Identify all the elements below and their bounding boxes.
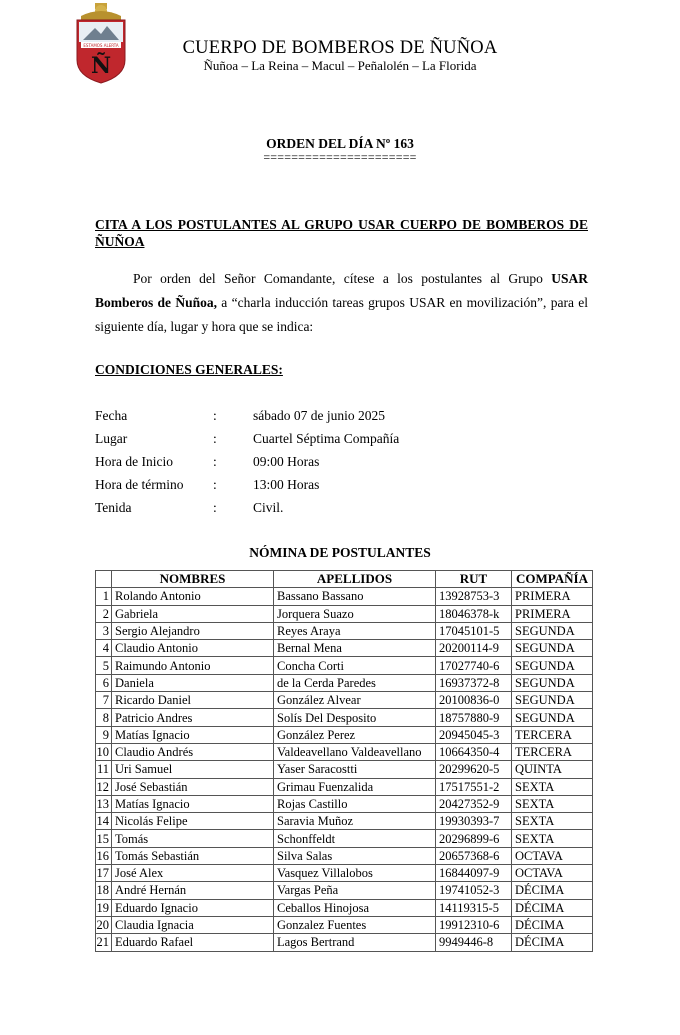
row-number: 19 [96,899,112,916]
row-nombres: Tomás [112,830,274,847]
row-nombres: Gabriela [112,605,274,622]
condition-value: Cuartel Séptima Compañía [253,431,400,446]
row-rut: 17045101-5 [436,622,512,639]
row-number: 5 [96,657,112,674]
row-nombres: Uri Samuel [112,761,274,778]
row-nombres: André Hernán [112,882,274,899]
row-nombres: Eduardo Rafael [112,934,274,951]
postulantes-table [95,570,593,952]
row-nombres: José Alex [112,865,274,882]
row-nombres: Matías Ignacio [112,795,274,812]
row-compania: SEGUNDA [512,692,593,709]
cita-heading-line1: CITA A LOS POSTULANTES AL GRUPO USAR CUERPO DE BOMBEROS DE [95,217,588,232]
row-apellidos: Rojas Castillo [274,795,436,812]
row-nombres: Nicolás Felipe [112,813,274,830]
row-nombres: Claudia Ignacia [112,916,274,933]
row-compania: SEXTA [512,830,593,847]
row-compania: SEGUNDA [512,709,593,726]
table-row [96,830,593,847]
row-apellidos: Lagos Bertrand [274,934,436,951]
row-number: 1 [96,588,112,605]
row-apellidos: Vasquez Villalobos [274,865,436,882]
row-rut: 17517551-2 [436,778,512,795]
row-rut: 19741052-3 [436,882,512,899]
intro-text-2: a “charla inducción tareas grupos USAR en movilización”, para el [217,295,588,310]
condition-row-date [95,408,495,426]
table-row [96,865,593,882]
row-rut: 20296899-6 [436,830,512,847]
row-number: 10 [96,743,112,760]
row-number: 16 [96,847,112,864]
row-compania: SEGUNDA [512,674,593,691]
row-compania: DÉCIMA [512,882,593,899]
header-number [96,571,112,588]
row-nombres: Eduardo Ignacio [112,899,274,916]
table-row [96,622,593,639]
condition-value: 09:00 Horas [253,454,320,469]
row-nombres: Raimundo Antonio [112,657,274,674]
row-rut: 17027740-6 [436,657,512,674]
fire-department-shield-logo [73,2,129,84]
row-nombres: Claudio Andrés [112,743,274,760]
row-nombres: Matías Ignacio [112,726,274,743]
row-nombres: Daniela [112,674,274,691]
conditions-heading: CONDICIONES GENERALES: [95,362,283,377]
table-row [96,795,593,812]
condition-row-attire [95,500,495,518]
row-apellidos: Ceballos Hinojosa [274,899,436,916]
row-nombres: José Sebastián [112,778,274,795]
row-apellidos: Grimau Fuenzalida [274,778,436,795]
row-compania: SEXTA [512,813,593,830]
header-compania: COMPAÑÍA [512,571,593,588]
row-apellidos: Concha Corti [274,657,436,674]
row-apellidos: de la Cerda Paredes [274,674,436,691]
condition-separator: : [213,431,217,446]
condition-separator: : [213,477,217,492]
row-apellidos: Schonffeldt [274,830,436,847]
row-apellidos: González Perez [274,726,436,743]
row-number: 13 [96,795,112,812]
row-apellidos: Jorquera Suazo [274,605,436,622]
row-rut: 13928753-3 [436,588,512,605]
row-compania: OCTAVA [512,847,593,864]
row-compania: PRIMERA [512,588,593,605]
row-apellidos: Saravia Muñoz [274,813,436,830]
condition-value: sábado 07 de junio 2025 [253,408,385,423]
row-compania: SEXTA [512,795,593,812]
row-apellidos: Silva Salas [274,847,436,864]
table-row [96,761,593,778]
row-compania: TERCERA [512,743,593,760]
table-row [96,882,593,899]
table-row [96,674,593,691]
table-row [96,934,593,951]
row-apellidos: Solís Del Desposito [274,709,436,726]
row-compania: PRIMERA [512,605,593,622]
table-row [96,692,593,709]
row-number: 14 [96,813,112,830]
row-compania: SEGUNDA [512,657,593,674]
row-rut: 20945045-3 [436,726,512,743]
row-apellidos: Yaser Saracostti [274,761,436,778]
condition-row-end [95,477,495,495]
intro-bold-1: USAR [551,271,588,286]
table-row [96,605,593,622]
row-apellidos: González Alvear [274,692,436,709]
row-apellidos: Vargas Peña [274,882,436,899]
row-rut: 20427352-9 [436,795,512,812]
condition-separator: : [213,408,217,423]
row-nombres: Sergio Alejandro [112,622,274,639]
row-compania: DÉCIMA [512,899,593,916]
intro-text-1: Por orden del Señor Comandante, cítese a los postulantes al Grupo [133,271,552,286]
condition-label: Fecha [95,408,128,423]
row-number: 8 [96,709,112,726]
row-apellidos: Bernal Mena [274,640,436,657]
row-nombres: Tomás Sebastián [112,847,274,864]
row-number: 9 [96,726,112,743]
row-rut: 19912310-6 [436,916,512,933]
row-rut: 14119315-5 [436,899,512,916]
table-row [96,847,593,864]
table-row [96,813,593,830]
condition-label: Hora de término [95,477,184,492]
table-row [96,657,593,674]
row-number: 15 [96,830,112,847]
row-compania: DÉCIMA [512,934,593,951]
header-apellidos: APELLIDOS [274,571,436,588]
row-rut: 16937372-8 [436,674,512,691]
row-number: 7 [96,692,112,709]
row-number: 12 [96,778,112,795]
condition-label: Tenida [95,500,132,515]
row-apellidos: Bassano Bassano [274,588,436,605]
row-rut: 20100836-0 [436,692,512,709]
row-compania: SEGUNDA [512,640,593,657]
row-rut: 16844097-9 [436,865,512,882]
order-title: ORDEN DEL DÍA Nº 163 [266,136,414,151]
row-number: 11 [96,761,112,778]
row-rut: 20657368-6 [436,847,512,864]
intro-text-3: siguiente día, lugar y hora que se indica: [95,319,314,334]
row-number: 4 [96,640,112,657]
row-rut: 20200114-9 [436,640,512,657]
table-row [96,743,593,760]
header-nombres: NOMBRES [112,571,274,588]
row-compania: QUINTA [512,761,593,778]
condition-value: Civil. [253,500,284,515]
row-rut: 9949446-8 [436,934,512,951]
row-compania: SEXTA [512,778,593,795]
row-compania: TERCERA [512,726,593,743]
row-compania: OCTAVA [512,865,593,882]
row-apellidos: Gonzalez Fuentes [274,916,436,933]
table-row [96,778,593,795]
row-nombres: Rolando Antonio [112,588,274,605]
logo-motto: ESTAMOS ALERTA [83,42,119,48]
condition-value: 13:00 Horas [253,477,320,492]
table-row [96,899,593,916]
row-rut: 18757880-9 [436,709,512,726]
header-rut: RUT [436,571,512,588]
table-row [96,916,593,933]
row-compania: DÉCIMA [512,916,593,933]
condition-separator: : [213,454,217,469]
condition-label: Hora de Inicio [95,454,173,469]
table-row [96,709,593,726]
row-number: 3 [96,622,112,639]
row-rut: 10664350-4 [436,743,512,760]
condition-row-place [95,431,495,449]
logo-letter: Ñ [90,53,112,79]
organization-title: CUERPO DE BOMBEROS DE ÑUÑOA [182,38,498,58]
row-apellidos: Reyes Araya [274,622,436,639]
intro-paragraph [95,267,588,339]
order-title-rule: ====================== [263,150,417,164]
table-row [96,640,593,657]
row-rut: 20299620-5 [436,761,512,778]
row-compania: SEGUNDA [512,622,593,639]
row-number: 21 [96,934,112,951]
table-row [96,726,593,743]
cita-heading-line2: ÑUÑOA [95,234,145,249]
condition-row-start [95,454,495,472]
nomina-title: NÓMINA DE POSTULANTES [249,545,431,560]
table-row [96,588,593,605]
row-apellidos: Valdeavellano Valdeavellano [274,743,436,760]
row-number: 2 [96,605,112,622]
condition-separator: : [213,500,217,515]
row-nombres: Ricardo Daniel [112,692,274,709]
row-nombres: Patricio Andres [112,709,274,726]
row-number: 20 [96,916,112,933]
row-nombres: Claudio Antonio [112,640,274,657]
intro-bold-2: Bomberos de Ñuñoa, [95,295,217,310]
row-rut: 18046378-k [436,605,512,622]
row-number: 6 [96,674,112,691]
table-header-row [96,571,593,588]
condition-label: Lugar [95,431,128,446]
organization-subtitle: Ñuñoa – La Reina – Macul – Peñalolén – La Florida [203,58,477,73]
row-rut: 19930393-7 [436,813,512,830]
row-number: 17 [96,865,112,882]
row-number: 18 [96,882,112,899]
